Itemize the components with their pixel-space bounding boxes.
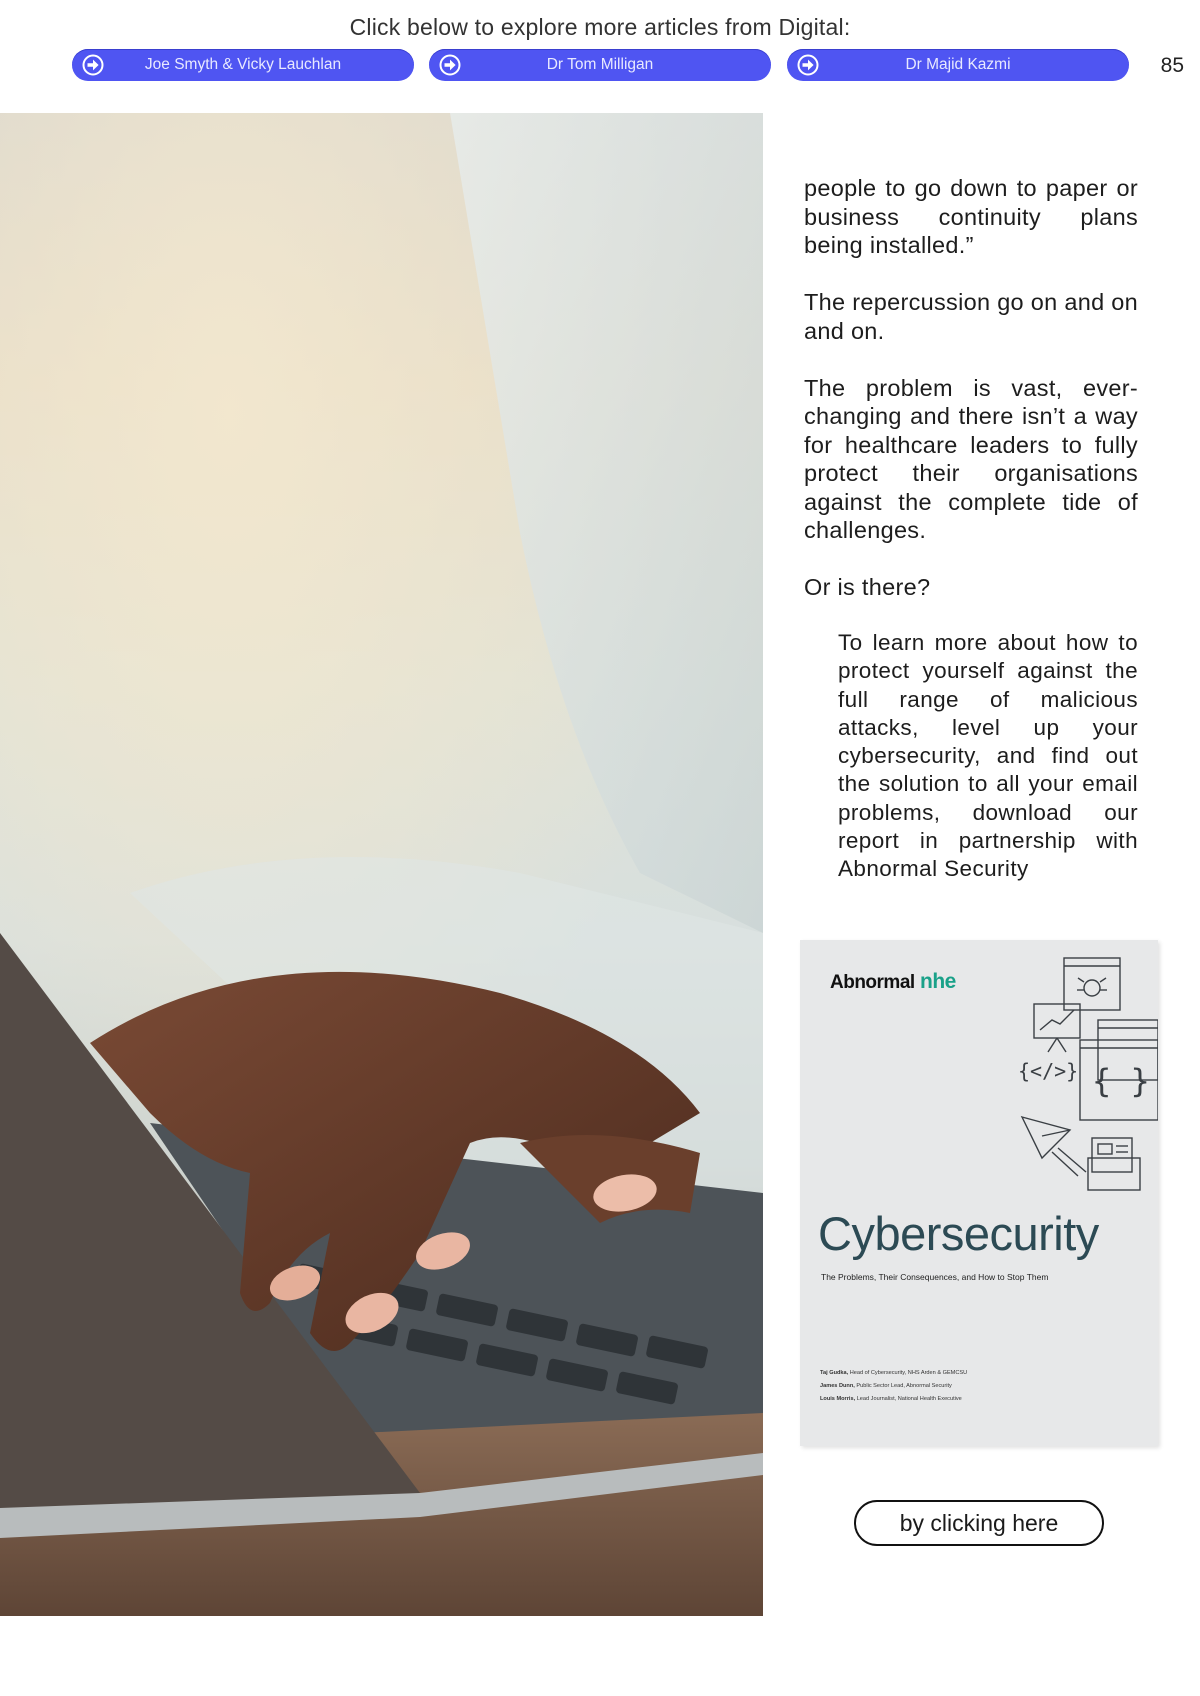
cyber-illustration-icons [1008, 952, 1158, 1192]
nav-button-dr-majid-kazmi[interactable] [787, 49, 1129, 81]
article-paragraph: Or is there? [804, 574, 931, 600]
nav-button-dr-tom-milligan[interactable] [429, 49, 771, 81]
report-subtitle: The Problems, Their Consequences, and How to Stop Them [821, 1272, 1049, 1282]
report-author [820, 1396, 962, 1402]
arrow-right-circle-icon [82, 54, 104, 76]
article-paragraph: people to go down to paper or business continuity plans being installed.” [804, 175, 1138, 258]
download-callout: To learn more about how to protect yourself against the full range of malicious attacks, level up your cybersecurity, and find out the solution to all your email problems, download our report in partnership with Abnormal Security [838, 630, 1138, 882]
author-name: Louis Morris, [820, 1396, 856, 1402]
author-role: Head of Cybersecurity, NHS Arden & GEMCSU [849, 1370, 968, 1376]
abnormal-logo: Abnormal [830, 972, 915, 993]
author-name: Taj Gudka, [820, 1370, 849, 1376]
arrow-right-circle-icon [439, 54, 461, 76]
article-paragraph: The problem is vast, ever-changing and there isn’t a way for healthcare leaders to fully protect their organisations against the complete tide of challenges. [804, 374, 1138, 543]
author-name: James Dunn, [820, 1383, 855, 1389]
nhe-logo: nhe [920, 970, 956, 993]
nav-button-label: Dr Majid Kazmi [905, 56, 1011, 73]
page-number: 85 [1160, 54, 1184, 77]
laptop-typing-photo [0, 113, 763, 1616]
nav-button-label: Dr Tom Milligan [546, 56, 654, 73]
author-role: Lead Journalist, National Health Executive [856, 1396, 962, 1402]
article-paragraph: The repercussion go on and on and on. [804, 289, 1139, 344]
nav-heading: Click below to explore more articles from Digital: [349, 14, 851, 40]
document-icon [1092, 1138, 1132, 1172]
bug-icon [1084, 980, 1100, 996]
article-body [804, 174, 1138, 630]
chart-board-icon [1034, 1004, 1080, 1038]
arrow-right-circle-icon [797, 54, 819, 76]
nav-button-label: Joe Smyth & Vicky Lauchlan [144, 56, 342, 73]
author-role: Public Sector Lead, Abnormal Security [856, 1383, 952, 1389]
download-report-button[interactable]: by clicking here [854, 1500, 1104, 1546]
nav-button-joe-smyth-vicky-lauchlan[interactable] [72, 49, 414, 81]
report-author [820, 1383, 952, 1389]
code-icon: {</>} [1018, 1059, 1079, 1083]
report-title: Cybersecurity [818, 1207, 1099, 1260]
report-cover[interactable] [800, 940, 1158, 1446]
svg-text:{ }: { } [1092, 1062, 1150, 1100]
report-author [820, 1370, 967, 1376]
